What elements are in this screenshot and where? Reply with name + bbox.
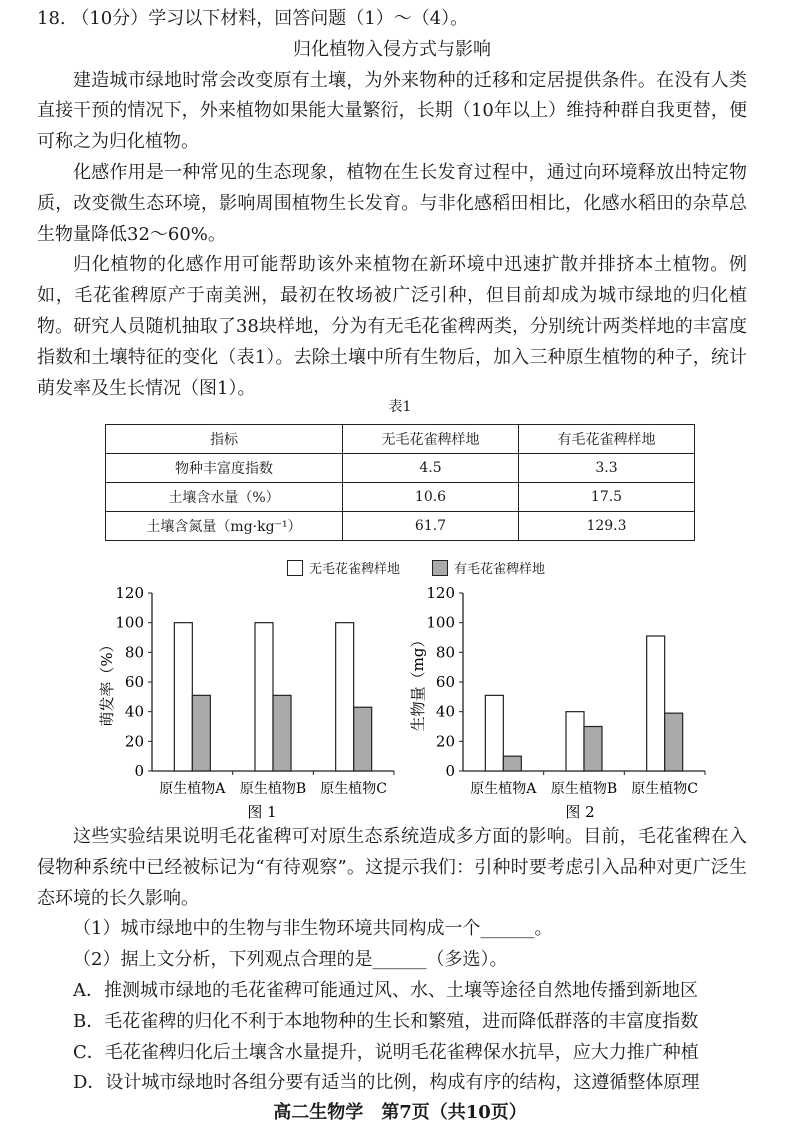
cell: 17.5 xyxy=(519,483,695,512)
article-title: 归化植物入侵方式与影响 xyxy=(293,38,491,60)
x-tick-label: 原生植物C xyxy=(320,781,388,797)
x-tick-label: 原生植物A xyxy=(470,781,537,797)
cell: 10.6 xyxy=(343,483,519,512)
bar-without xyxy=(485,695,503,771)
table-row xyxy=(106,483,695,512)
conclusion-paragraph: 这些实验结果说明毛花雀稗可对原生态系统造成多方面的影响。目前，毛花雀稗在入侵物种系统中已经被标记为“有待观察”。这提示我们：引种时要考虑引入品种对更广泛生态环境的长久影响。 xyxy=(37,826,747,909)
option-c: C．毛花雀稗归化后土壤含水量提升，说明毛花雀稗保水抗旱，应大力推广种植 xyxy=(73,1041,699,1063)
y-tick-label: 120 xyxy=(115,584,144,602)
y-tick-label: 0 xyxy=(134,762,144,780)
x-tick-label: 原生植物B xyxy=(550,781,618,797)
table-header: 指标 xyxy=(106,425,343,454)
y-tick-label: 80 xyxy=(124,643,144,662)
y-axis-label: 生物量（mg） xyxy=(409,632,427,732)
question-header: 18. （10分）学习以下材料，回答问题（1）～（4）。 xyxy=(37,8,469,29)
y-tick-label: 40 xyxy=(124,702,144,721)
page-footer: 高二生物学 第7页（共10页） xyxy=(273,1102,527,1123)
bar-with xyxy=(192,695,210,771)
y-tick-label: 40 xyxy=(435,702,455,721)
bar-with xyxy=(273,695,291,771)
cell: 土壤含水量（%） xyxy=(106,483,343,512)
table-row xyxy=(106,454,695,483)
paragraph-2: 化感作用是一种常见的生态现象，植物在生长发育过程中，通过向环境释放出特定物质，改变微生态环境，影响周围植物生长发育。与非化感稻田相比，化感水稻田的杂草总生物量降低32～60%。 xyxy=(37,161,747,245)
y-tick-label: 0 xyxy=(445,762,455,780)
bar-with xyxy=(503,756,521,771)
y-tick-label: 100 xyxy=(115,613,144,632)
cell: 土壤含氮量（mg·kg⁻¹） xyxy=(106,512,343,541)
cell: 3.3 xyxy=(519,454,695,483)
bar-without xyxy=(566,712,584,771)
cell: 4.5 xyxy=(343,454,519,483)
bar-without xyxy=(255,623,273,771)
y-tick-label: 60 xyxy=(435,673,455,691)
x-tick-label: 原生植物B xyxy=(239,781,307,797)
table-header-row xyxy=(106,425,695,454)
cell: 物种丰富度指数 xyxy=(106,454,343,483)
y-tick-label: 20 xyxy=(435,732,455,751)
bar-without xyxy=(647,636,665,771)
figure-caption: 图 1 xyxy=(247,803,277,821)
table-caption: 表1 xyxy=(388,399,412,415)
questions-section xyxy=(37,822,747,1099)
bar-with xyxy=(354,707,372,771)
question-2: （2）据上文分析，下列观点合理的是______（多选）。 xyxy=(73,949,508,971)
cell: 61.7 xyxy=(343,512,519,541)
x-tick-label: 原生植物C xyxy=(631,781,699,797)
cell: 129.3 xyxy=(519,512,695,541)
figure-caption: 图 2 xyxy=(565,803,595,821)
option-b: B．毛花雀稗的归化不利于本地物种的生长和繁殖，进而降低群落的丰富度指数 xyxy=(73,1010,699,1032)
paragraph-3: 归化植物的化感作用可能帮助该外来植物在新环境中迅速扩散并排挤本土植物。例如，毛花雀稗原产于南美洲，最初在牧场被广泛引种，但目前却成为城市绿地的归化植物。研究人员随机抽取了38块样地，分为有无毛花雀稗两类，分别统计两类样地的丰富度指数和土壤特征的变化（表1）。去除土壤中所有生物后，加入三种原生植物的种子，统计萌发率及生长情况（图1）。 xyxy=(37,254,747,399)
question-1: （1）城市绿地中的生物与非生物环境共同构成一个______。 xyxy=(73,918,553,940)
bar-with xyxy=(584,727,602,772)
legend-label: 有毛花雀稗样地 xyxy=(454,562,546,577)
y-tick-label: 80 xyxy=(435,643,455,662)
legend-label: 无毛花雀稗样地 xyxy=(309,562,401,577)
bar-charts xyxy=(0,570,800,840)
y-axis-label: 萌发率（%） xyxy=(98,637,116,727)
paragraph-1: 建造城市绿地时常会改变原有土壤，为外来物种的迁移和定居提供条件。在没有人类直接干预的情况下，外来植物如果能大量繁衍，长期（10年以上）维持种群自我更替，便可称之为归化植物。 xyxy=(37,69,747,153)
option-d: D．设计城市绿地时各组分要有适当的比例，构成有序的结构，这遵循整体原理 xyxy=(73,1072,700,1094)
bar-without xyxy=(336,623,354,771)
y-tick-label: 20 xyxy=(124,732,144,751)
y-tick-label: 120 xyxy=(426,584,455,602)
table-header: 有毛花雀稗样地 xyxy=(519,425,695,454)
option-a: A．推测城市绿地的毛花雀稗可能通过风、水、土壤等途径自然地传播到新地区 xyxy=(73,979,698,1001)
y-tick-label: 100 xyxy=(426,613,455,632)
table-header: 无毛花雀稗样地 xyxy=(343,425,519,454)
material-text xyxy=(37,4,747,404)
bar-with xyxy=(665,713,683,771)
bar-without xyxy=(174,623,192,771)
data-table xyxy=(105,424,695,541)
y-tick-label: 60 xyxy=(124,673,144,691)
table-row xyxy=(106,512,695,541)
x-tick-label: 原生植物A xyxy=(159,781,226,797)
